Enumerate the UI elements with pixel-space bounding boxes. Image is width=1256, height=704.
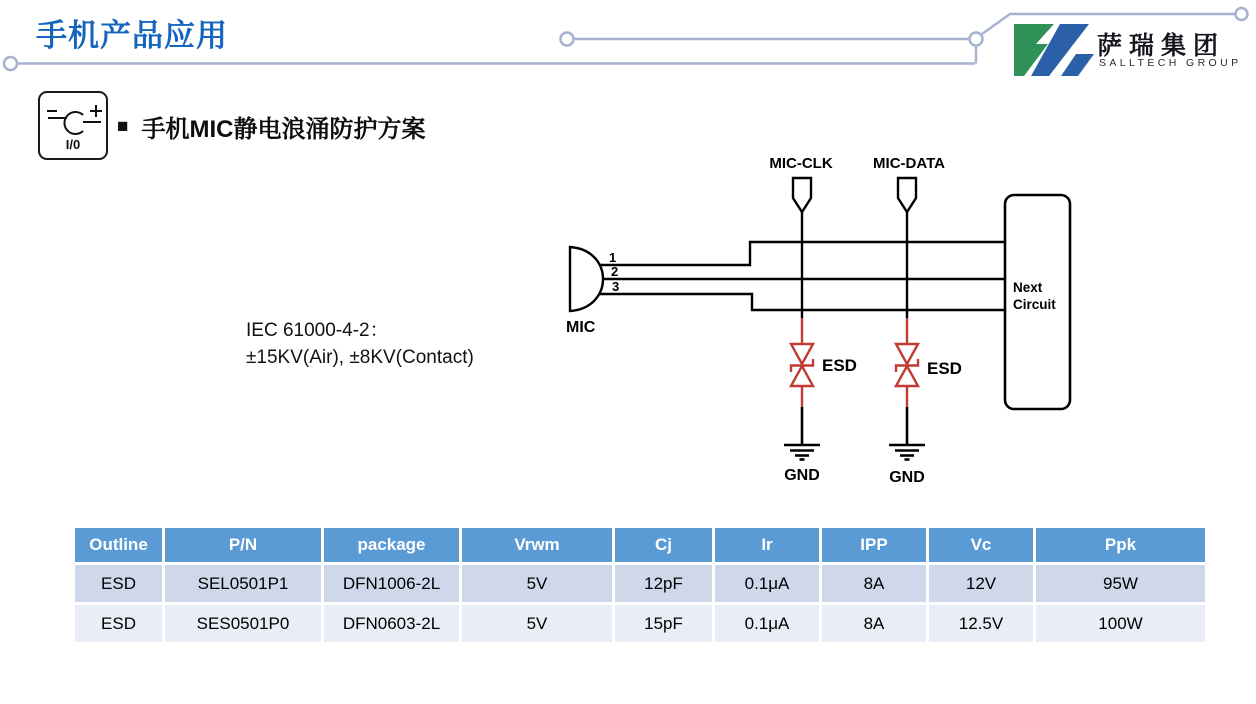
header-vrwm: Vrwm bbox=[462, 528, 612, 562]
table-cell: DFN1006-2L bbox=[324, 565, 459, 602]
gnd-label: GND bbox=[889, 469, 925, 486]
section-bullet-icon: ■ bbox=[117, 116, 129, 137]
iec-standard-line1: IEC 61000-4-2： bbox=[246, 320, 389, 341]
gnd-symbol-icon bbox=[889, 407, 925, 460]
mic-data-label: MIC-DATA bbox=[873, 155, 945, 172]
circuit-diagram bbox=[540, 148, 1085, 498]
iec-standard-note bbox=[246, 317, 474, 371]
table-cell: 8A bbox=[822, 605, 926, 642]
next-circuit-label-line2: Circuit bbox=[1013, 297, 1056, 312]
mic-clk-label: MIC-CLK bbox=[769, 155, 833, 172]
pin-label-3: 3 bbox=[612, 279, 620, 294]
mic-symbol bbox=[570, 247, 603, 311]
io-label: I/0 bbox=[65, 137, 81, 152]
table-cell: SES0501P0 bbox=[165, 605, 321, 642]
table-cell: 8A bbox=[822, 565, 926, 602]
header-ir: Ir bbox=[715, 528, 819, 562]
mic-clk-pin-icon bbox=[793, 178, 811, 212]
table-cell: 5V bbox=[462, 605, 612, 642]
gnd-label: GND bbox=[784, 467, 820, 484]
page-title: 手机产品应用 bbox=[36, 18, 228, 53]
header-cj: Cj bbox=[615, 528, 712, 562]
table-cell: SEL0501P1 bbox=[165, 565, 321, 602]
table-cell: 12V bbox=[929, 565, 1033, 602]
decor-node-icon bbox=[4, 57, 17, 70]
table-cell: 12.5V bbox=[929, 605, 1033, 642]
io-symbol-icon bbox=[40, 93, 106, 158]
esd-diode-icon bbox=[896, 318, 918, 407]
table-cell: 0.1μA bbox=[715, 565, 819, 602]
logo-company-subtitle: SALLTECH GROUP bbox=[1099, 57, 1242, 69]
mic-label: MIC bbox=[566, 319, 596, 336]
header-vc: Vc bbox=[929, 528, 1033, 562]
table-cell: 100W bbox=[1036, 605, 1205, 642]
io-port-icon bbox=[38, 91, 108, 160]
table-cell: 5V bbox=[462, 565, 612, 602]
section-heading: 手机MIC静电浪涌防护方案 bbox=[141, 116, 426, 143]
table-cell: ESD bbox=[75, 565, 162, 602]
header-outline: Outline bbox=[75, 528, 162, 562]
pin-label-1: 1 bbox=[609, 250, 617, 265]
header-pn: P/N bbox=[165, 528, 321, 562]
header-ppk: Ppk bbox=[1036, 528, 1205, 562]
table-cell: DFN0603-2L bbox=[324, 605, 459, 642]
iec-standard-line2: ±15KV(Air), ±8KV(Contact) bbox=[246, 347, 474, 368]
logo-company-name: 萨瑞集团 bbox=[1097, 32, 1226, 60]
esd-diode-icon bbox=[791, 318, 813, 407]
pin-label-2: 2 bbox=[611, 264, 619, 279]
mic-data-pin-icon bbox=[898, 178, 916, 212]
spec-table bbox=[75, 528, 1205, 642]
gnd-symbol-icon bbox=[784, 407, 820, 460]
esd-label: ESD bbox=[927, 359, 962, 378]
next-circuit-label-line1: Next bbox=[1013, 280, 1043, 295]
section-heading-row bbox=[117, 109, 425, 144]
table-cell: 95W bbox=[1036, 565, 1205, 602]
table-cell: 15pF bbox=[615, 605, 712, 642]
salltech-logo-icon bbox=[1014, 22, 1094, 78]
table-cell: 0.1μA bbox=[715, 605, 819, 642]
header-package: package bbox=[324, 528, 459, 562]
esd-label: ESD bbox=[822, 356, 857, 375]
decor-node-icon bbox=[970, 33, 983, 46]
header-ipp: IPP bbox=[822, 528, 926, 562]
table-cell: 12pF bbox=[615, 565, 712, 602]
table-cell: ESD bbox=[75, 605, 162, 642]
decor-node-icon bbox=[1236, 8, 1248, 20]
decor-node-icon bbox=[561, 33, 574, 46]
